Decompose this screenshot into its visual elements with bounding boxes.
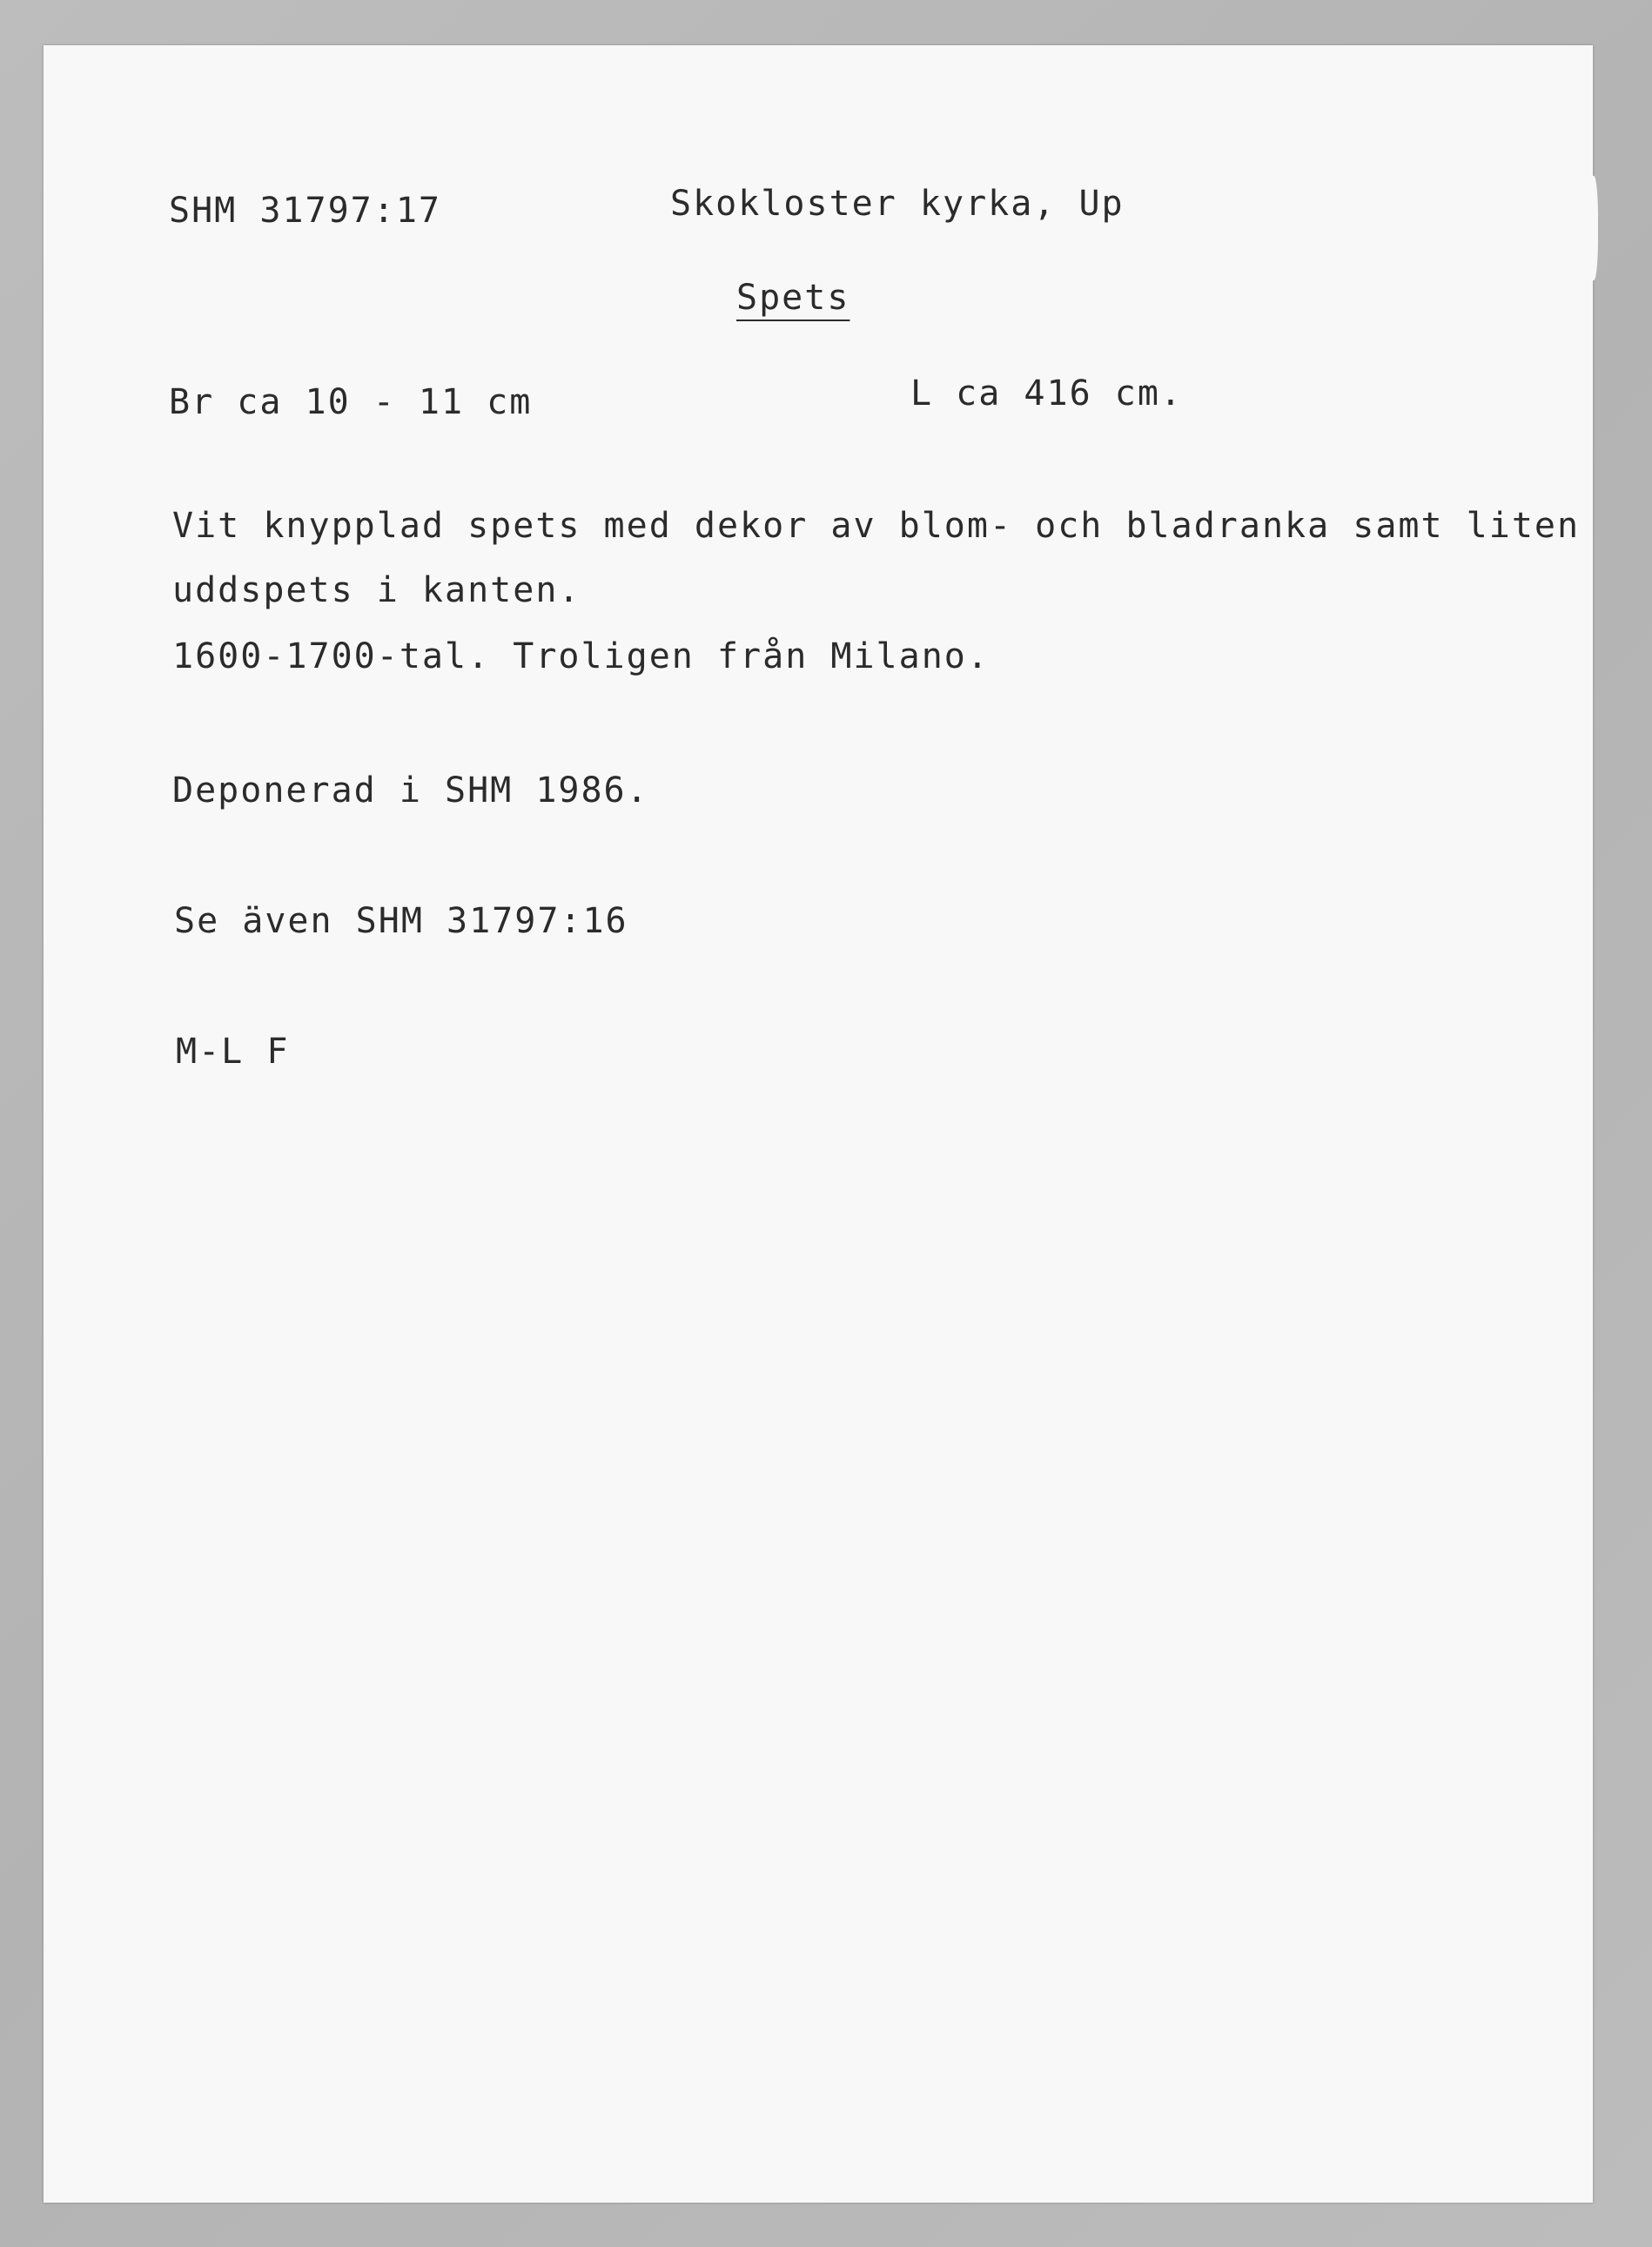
length-measurement: L ca 416 cm. <box>910 373 1183 414</box>
see-also-reference: Se även SHM 31797:16 <box>174 901 628 941</box>
location: Skokloster kyrka, Up <box>670 184 1125 224</box>
author-signature: M-L F <box>176 1032 290 1072</box>
paper-edge <box>1588 176 1598 280</box>
description-line-1: Vit knypplad spets med dekor av blom- och bladranka samt liten <box>172 506 1581 546</box>
document-title: Spets <box>736 278 850 318</box>
width-measurement: Br ca 10 - 11 cm <box>169 382 533 422</box>
description-line-3: 1600-1700-tal. Troligen från Milano. <box>172 636 990 676</box>
deposit-note: Deponerad i SHM 1986. <box>172 770 649 811</box>
catalog-number: SHM 31797:17 <box>169 191 441 231</box>
description-line-2: uddspets i kanten. <box>172 570 581 610</box>
document-page <box>44 45 1593 2203</box>
